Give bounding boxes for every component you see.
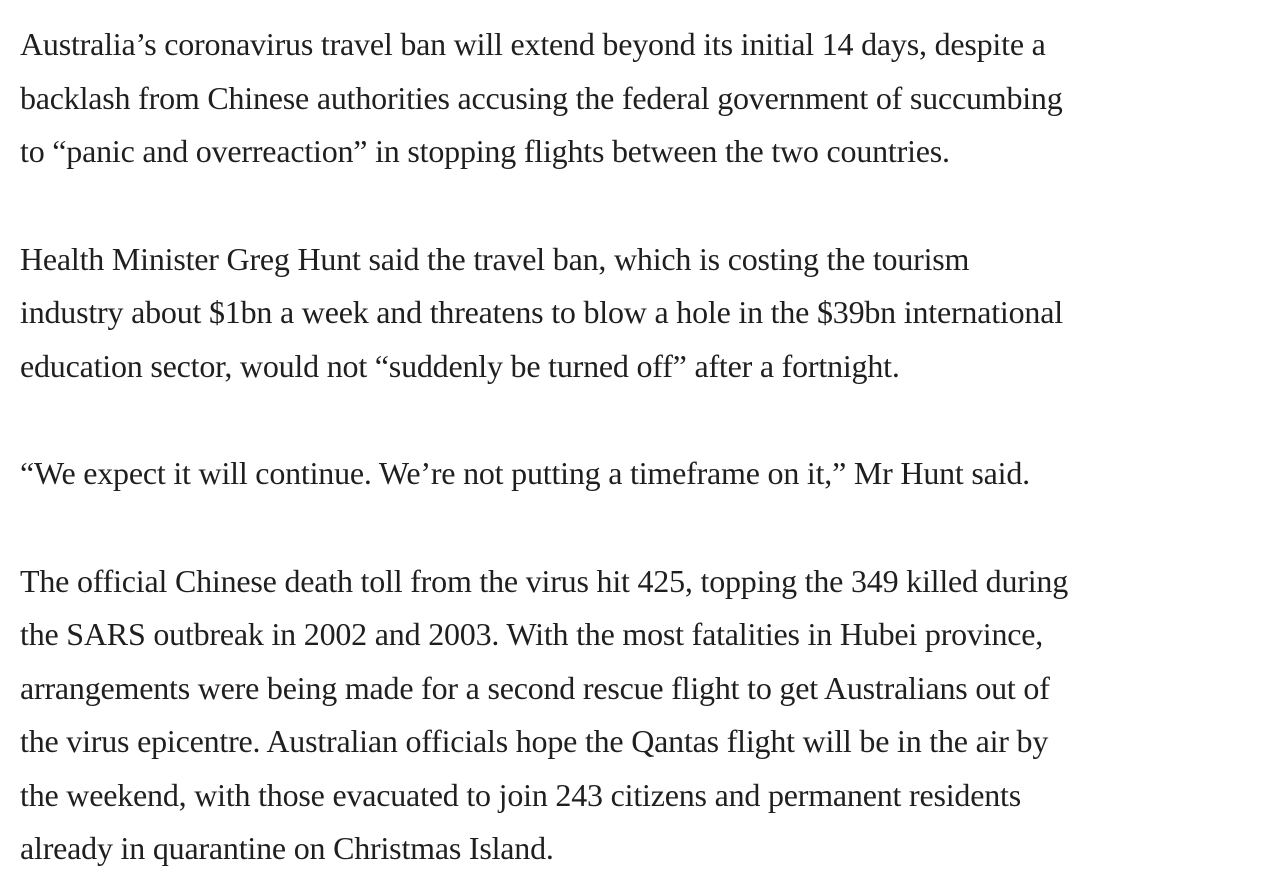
- text-line: industry about $1bn a week and threatens to blow a hole in the $39bn international: [20, 294, 1063, 330]
- paragraph-spacer: [20, 393, 1260, 447]
- text-line: already in quarantine on Christmas Island.: [20, 830, 554, 866]
- text-line: education sector, would not “suddenly be turned off” after a fortnight.: [20, 347, 900, 384]
- text-line: arrangements were being made for a second rescue flight to get Australians out of: [20, 669, 1050, 706]
- text-line: the virus epicentre. Australian officials hope the Qantas flight will be in the air by: [20, 723, 1049, 759]
- paragraph-spacer: [20, 179, 1260, 233]
- text-line: Australia’s coronavirus travel ban will extend beyond its initial 14 days, despite a: [20, 26, 1046, 62]
- text-line: The official Chinese death toll from the virus hit 425, topping the 349 killed during: [20, 562, 1069, 599]
- text-line: the SARS outbreak in 2002 and 2003. With the most fatalities in Hubei province,: [20, 616, 1044, 652]
- paragraph-health-minister: [20, 233, 1260, 394]
- text-line: backlash from Chinese authorities accusing the federal government of succumbing: [20, 79, 1063, 116]
- text-line: Health Minister Greg Hunt said the travel ban, which is costing the tourism: [20, 240, 970, 277]
- paragraph-quote: [20, 447, 1260, 501]
- text-line: the weekend, with those evacuated to join 243 citizens and permanent residents: [20, 776, 1021, 813]
- text-line: “We expect it will continue. We’re not putting a timeframe on it,” Mr Hunt said.: [20, 455, 1030, 491]
- paragraph-spacer: [20, 501, 1260, 555]
- article-body: [20, 18, 1260, 876]
- paragraph-travel-ban: [20, 18, 1260, 179]
- paragraph-death-toll: [20, 555, 1260, 876]
- text-line: to “panic and overreaction” in stopping flights between the two countries.: [20, 133, 950, 169]
